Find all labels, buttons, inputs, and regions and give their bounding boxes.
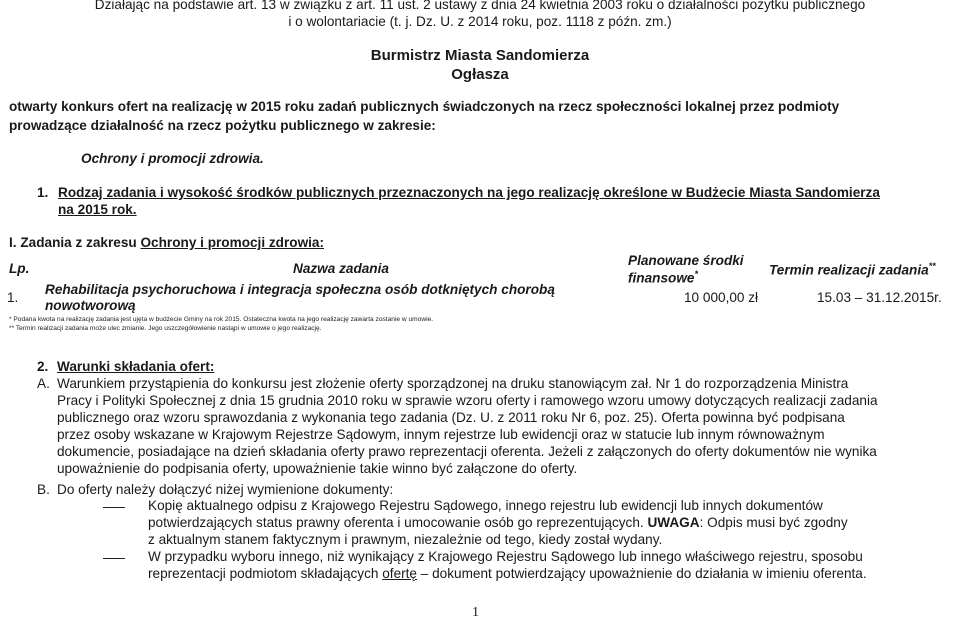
- tasks-heading-prefix: Zadania z zakresu: [20, 235, 141, 250]
- scope-label: Ochrony i promocji zdrowia.: [81, 151, 264, 166]
- footnote-term: ** Termin realizacji zadania może ulec zmianie. Jego uszczegółowienie nastąpi w umowie o jego realizację.: [9, 325, 322, 332]
- col-funds-label: finansowe: [628, 270, 695, 286]
- page-number: 1: [472, 605, 479, 620]
- col-lp: Lp.: [9, 261, 30, 276]
- col-funds-line-1: Planowane środki: [628, 253, 744, 268]
- bullet-dash-2: [103, 558, 125, 559]
- row-1-lp: 1.: [7, 290, 19, 305]
- b-item-1-line-3: z aktualnym stanem faktycznym i prawnym, niezależnie od tego, kiedy został wydany.: [148, 532, 663, 547]
- b-intro: Do oferty należy dołączyć niżej wymienione dokumenty:: [57, 482, 394, 497]
- b-item-1-line-2-text: potwierdzających status prawny oferenta i umocowanie osób go reprezentujących.: [148, 515, 648, 530]
- row-1-term: 15.03 – 31.12.2015r.: [817, 290, 942, 305]
- a-line-2: Pracy i Polityki Społecznej z dnia 15 grudnia 2010 roku w sprawie wzoru oferty i ramowego wzoru umowy dotyczących realizacji zadania: [57, 393, 878, 408]
- tasks-heading-topic: Ochrony i promocji zdrowia:: [140, 235, 325, 250]
- row-1-amount: 10 000,00 zł: [684, 290, 759, 305]
- funds-footnote-mark: *: [694, 269, 698, 279]
- bullet-dash-1: [103, 507, 125, 508]
- b-item-1-line-2-tail: : Odpis musi być zgodny: [699, 515, 848, 530]
- offer-word: ofertę: [382, 566, 417, 581]
- section-1-title-line-1: Rodzaj zadania i wysokość środków publicznych przeznaczonych na jego realizację określone w Budżecie Miasta Sandomierza: [58, 185, 880, 200]
- a-line-5: dokumencie, posiadające na dzień składania oferty prawo reprezentacji oferenta. Jeżeli z załączonych do oferty dokumentów nie wynika: [57, 444, 877, 459]
- section-1-number: 1.: [37, 185, 49, 200]
- tasks-roman: I.: [9, 235, 17, 250]
- b-item-1-line-2: [148, 515, 848, 530]
- row-1-name-line-2: nowotworową: [45, 298, 136, 313]
- b-item-2-line-2-text: reprezentacji podmiotom składających: [148, 566, 383, 581]
- a-line-1: Warunkiem przystąpienia do konkursu jest złożenie oferty sporządzonej na druku stanowiącym zał. Nr 1 do rozporządzenia Ministra: [57, 376, 849, 391]
- b-item-2-line-2: [148, 566, 867, 581]
- col-funds-line-2: [628, 269, 698, 286]
- b-item-2-line-1: W przypadku wyboru innego, niż wynikający z Krajowego Rejestru Sądowego lub innego właściwego rejestru, sposobu: [148, 549, 863, 564]
- announces-title: Ogłasza: [451, 66, 509, 83]
- authority-title: Burmistrz Miasta Sandomierza: [370, 47, 590, 64]
- legal-basis-line-1: Działając na podstawie art. 13 w związku z art. 11 ust. 2 ustawy z dnia 24 kwietnia 2003 roku o działalności pożytku publicznego: [94, 0, 866, 12]
- b-item-2-line-2-tail: – dokument potwierdzający upoważnienie do działania w imieniu oferenta.: [417, 566, 867, 581]
- col-term-label: Termin realizacji zadania: [769, 262, 929, 278]
- col-term: [769, 261, 936, 278]
- section-1-title-line-2: na 2015 rok.: [58, 202, 137, 217]
- tasks-heading: [9, 235, 324, 250]
- intro-line-2: prowadzące działalność na rzecz pożytku publicznego w zakresie:: [9, 118, 436, 133]
- warning-label: UWAGA: [647, 515, 700, 530]
- legal-basis-line-2: i o wolontariacie (t. j. Dz. U. z 2014 roku, poz. 1118 z późn. zm.): [288, 14, 672, 29]
- footnote-funds: * Podana kwota na realizację zadania jest ujęta w budżecie Gminy na rok 2015. Ostateczna kwota na jego realizację zawarta zostanie w umowie.: [9, 316, 434, 323]
- col-task-name: Nazwa zadania: [293, 261, 389, 276]
- a-label: A.: [37, 376, 50, 391]
- section-2-number: 2.: [37, 359, 49, 374]
- term-footnote-mark: **: [928, 261, 936, 271]
- a-line-4: przez osoby wskazane w Krajowym Rejestrze Sądowym, innym rejestrze lub ewidencji oraz w statucie lub innym równoważnym: [57, 427, 825, 442]
- section-2-title: Warunki składania ofert:: [57, 359, 215, 374]
- row-1-name-line-1: Rehabilitacja psychoruchowa i integracja społeczna osób dotkniętych chorobą: [45, 282, 555, 297]
- b-item-1-line-1: Kopię aktualnego odpisu z Krajowego Rejestru Sądowego, innego rejestru lub ewidencji lub innych dokumentów: [148, 498, 823, 513]
- a-line-3: publicznego oraz wzoru sprawozdania z wykonania tego zadania (Dz. U. z 2011 roku Nr 6, poz. 25). Oferta powinna być podpisana: [57, 410, 845, 425]
- a-line-6: upoważnienie do podpisania oferty, upoważnienie takie winno być załączone do oferty.: [57, 461, 578, 476]
- intro-line-1: otwarty konkurs ofert na realizację w 2015 roku zadań publicznych świadczonych na rzecz społeczności lokalnej przez podmioty: [9, 99, 840, 114]
- b-label: B.: [37, 482, 50, 497]
